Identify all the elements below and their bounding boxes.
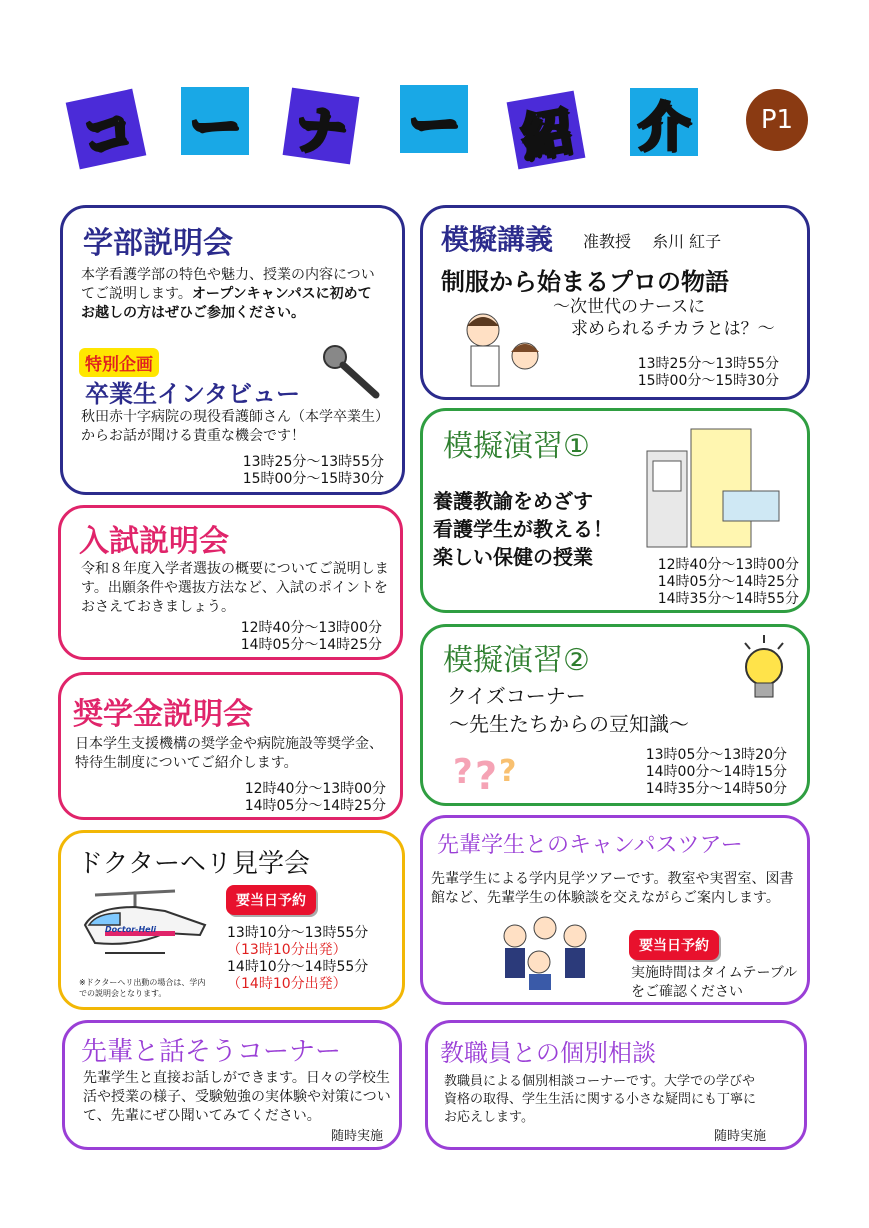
- scholarship-times: 12時40分～13時00分 14時05分～14時25分: [244, 781, 386, 814]
- lightbulb-icon: [733, 633, 795, 711]
- scholarship-body: 日本学生支援機構の奨学金や病院施設等奨学金、特待生制度についてご紹介します。: [75, 736, 383, 771]
- practice1-body-3: 楽しい保健の授業: [433, 545, 593, 569]
- title-char: ー: [181, 87, 249, 155]
- practice2-body-2: ～先生たちからの豆知識～: [449, 712, 689, 736]
- tour-reservation-tag: 要当日予約: [629, 930, 719, 960]
- alumni-body: 秋田赤十字病院の現役看護師さん（本学卒業生）からお話が聞ける貴重な機会です！: [81, 409, 382, 444]
- admission-section: [58, 505, 403, 660]
- practice2-section: [420, 624, 810, 806]
- heli-section: [58, 830, 405, 1010]
- practice1-times: 12時40分～13時00分 14時05分～14時25分 14時35分～14時55分: [657, 557, 799, 607]
- tour-section: [420, 815, 810, 1005]
- practice1-body-1: 養護教諭をめざす: [433, 489, 593, 513]
- tour-body: 先輩学生による学内見学ツアーです。教室や実習室、図書館など、先輩学生の体験談を交えながらご案内します。: [431, 871, 794, 906]
- heli-label: Doctor-Heli: [105, 925, 157, 934]
- practice2-body-1: クイズコーナー: [447, 684, 586, 708]
- nurse-illustration: [453, 300, 553, 390]
- practice1-section: [420, 408, 810, 613]
- tour-note: 実施時間はタイムテーブルをご確認ください: [631, 965, 798, 1000]
- title-char: コ: [66, 89, 147, 170]
- lecture-heading: 模擬講義: [441, 223, 554, 256]
- alumni-heading: 卒業生インタビュー: [85, 380, 301, 408]
- admission-heading: 入試説明会: [79, 524, 229, 559]
- lecture-subtitle: 制服から始まるプロの物語: [441, 268, 729, 296]
- faculty-body: 本学看護学部の特色や魅力、授業の内容についてご説明します。オープンキャンパスに初めてお越しの方はぜひご参加ください。: [81, 267, 375, 321]
- practice1-heading: 模擬演習①: [443, 429, 590, 464]
- svg-text:?: ?: [499, 754, 517, 789]
- practice1-body-2: 看護学生が教える！: [433, 517, 613, 541]
- students-illustration: [493, 910, 603, 990]
- talk-section: [62, 1020, 402, 1150]
- title-char: ナ: [283, 88, 360, 165]
- scholarship-section: [58, 672, 403, 820]
- admission-times: 12時40分～13時00分 14時05分～14時25分: [240, 620, 382, 653]
- tour-heading: 先輩学生とのキャンパスツアー: [437, 833, 743, 858]
- admission-body: 令和８年度入学者選抜の概要についてご説明します。出願条件や選抜方法など、入試のポイントをおさえておきましょう。: [81, 561, 389, 615]
- talk-body: 先輩学生と直接お話しができます。日々の学校生活や授業の様子、受験勉強の実体験や対策について、先輩にぜひ聞いてみてください。: [83, 1070, 391, 1124]
- talk-note: 随時実施: [330, 1129, 383, 1144]
- faculty-heading: 学部説明会: [83, 226, 233, 261]
- faculty-section: [60, 205, 405, 495]
- heli-heading: ドクターヘリ見学会: [77, 849, 310, 879]
- lecturer-name: 准教授 糸川 紅子: [583, 232, 722, 251]
- svg-text:?: ?: [453, 752, 473, 792]
- practice2-heading: 模擬演習②: [443, 643, 590, 678]
- title-char: ー: [400, 85, 468, 153]
- talk-heading: 先輩と話そうコーナー: [81, 1037, 342, 1067]
- lecture-tagline-2: 求められるチカラとは？～: [571, 319, 775, 339]
- consult-body: 教職員による個別相談コーナーです。大学での学びや資格の取得、学生生活に関する小さな疑問にも丁寧にお応えします。: [444, 1074, 757, 1125]
- heli-times: 13時10分～13時55分 （13時10分出発） 14時10分～14時55分 （14時10分出発）: [227, 925, 369, 992]
- consult-heading: 教職員との個別相談: [440, 1039, 656, 1067]
- microphone-icon: [321, 343, 383, 401]
- lecture-tagline-1: ～次世代のナースに: [553, 297, 706, 317]
- svg-text:?: ?: [475, 754, 498, 795]
- faculty-times: 13時25分～13時55分 15時00分～15時30分: [242, 454, 384, 487]
- consult-section: [425, 1020, 807, 1150]
- lecture-section: [420, 205, 810, 400]
- title-char: 紹: [507, 91, 586, 170]
- scholarship-heading: 奨学金説明会: [73, 697, 253, 732]
- question-marks-icon: [451, 745, 521, 795]
- heli-reservation-tag: 要当日予約: [226, 885, 316, 915]
- infirmary-illustration: [643, 421, 783, 551]
- page-badge: P1: [746, 89, 808, 151]
- consult-note: 随時実施: [713, 1129, 766, 1144]
- heli-note: ※ドクターヘリ出動の場合は、学内での説明会となります。: [79, 978, 206, 998]
- practice2-times: 13時05分～13時20分 14時00分～14時15分 14時35分～14時50分: [645, 747, 787, 797]
- lecture-times: 13時25分～13時55分 15時00分～15時30分: [637, 356, 779, 389]
- special-tag: 特別企画: [79, 348, 159, 377]
- title-char: 介: [630, 88, 698, 156]
